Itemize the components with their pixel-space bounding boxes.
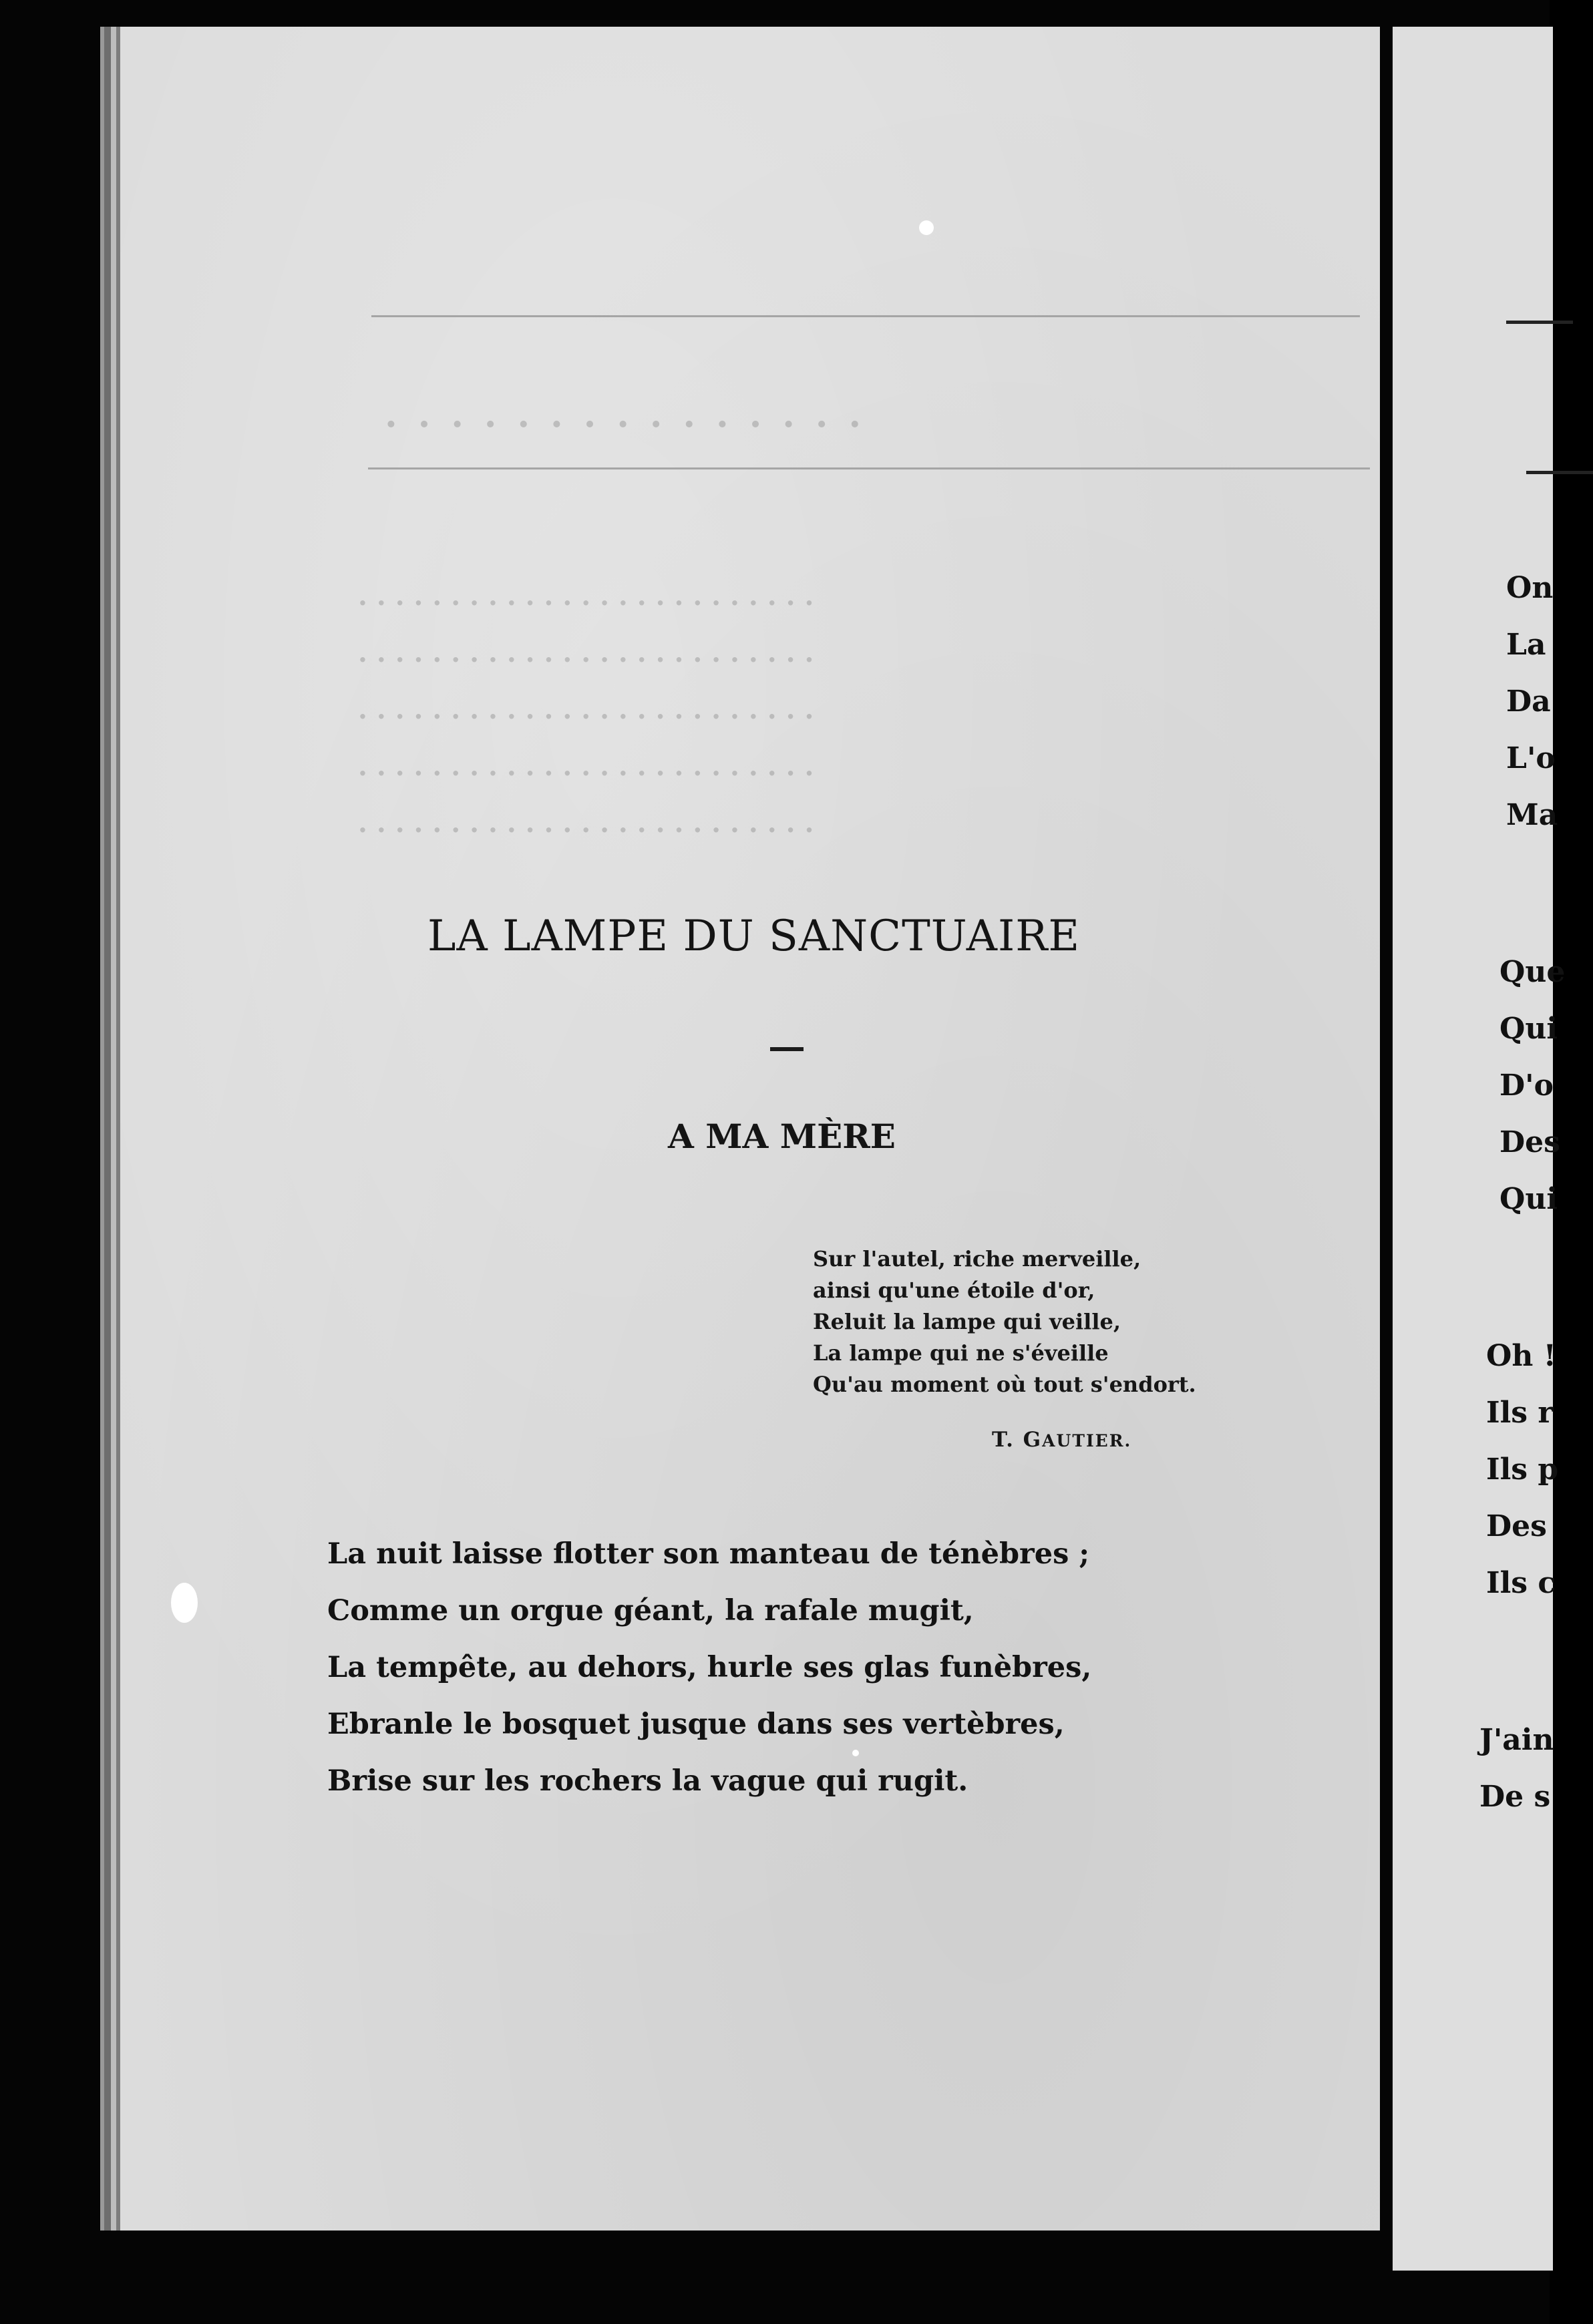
right-page-line: Oh ! [1486, 1339, 1556, 1373]
show-through-rule-bottom [368, 467, 1370, 469]
right-page-rule-top [1506, 321, 1573, 324]
author-surname: AUTIER. [1042, 1431, 1132, 1450]
epigraph-line: La lampe qui ne s'éveille [813, 1340, 1109, 1366]
right-page-line: J'ain [1479, 1723, 1554, 1757]
epigraph [813, 1243, 1196, 1400]
right-page-line: Ils c [1486, 1566, 1556, 1600]
right-page-edge [1393, 27, 1566, 2271]
poem-dedication: A MA MÈRE [668, 1117, 896, 1156]
stanza-line: La tempête, au dehors, hurle ses glas funèbres, [327, 1651, 1092, 1684]
title-dash [770, 1047, 804, 1051]
epigraph-line: Qu'au moment où tout s'endort. [813, 1372, 1196, 1397]
epigraph-line: ainsi qu'une étoile d'or, [813, 1278, 1095, 1303]
scan-speck [919, 220, 934, 235]
right-page-line: Ils p [1486, 1452, 1559, 1487]
right-page-line: D'o [1499, 1069, 1554, 1103]
stanza-line: Comme un orgue géant, la rafale mugit, [327, 1594, 974, 1627]
right-page-line: Des [1499, 1125, 1560, 1159]
right-page-line: Que [1499, 955, 1566, 989]
right-page-line: Qui [1499, 1012, 1558, 1046]
epigraph-line: Reluit la lampe qui veille, [813, 1309, 1121, 1334]
stanza-line: La nuit laisse flotter son manteau de ténèbres ; [327, 1537, 1090, 1571]
poem-title: LA LAMPE DU SANCTUAIRE [427, 912, 1081, 961]
epigraph-author [992, 1428, 1131, 1452]
right-page-line: Ma [1506, 798, 1558, 832]
show-through-rule-top [371, 315, 1360, 317]
right-page-line: Ils r [1486, 1396, 1554, 1430]
right-page-line: La [1506, 628, 1546, 662]
right-page-rule-bottom [1526, 471, 1593, 474]
show-through-lines: . . . . . . . . . . . . . . . . . . . . . . . . . . . . . . . . . . . . . . . . . . . . . . . . . . . . . . . . . . . . . . . . . . . . . . . . . . . . . . . . . . . . . . . . . . . . . . . . . . . . . . . . . . . . . . . . . . . . . . . . . . . . . [358, 580, 814, 839]
poem-stanza [327, 1526, 1091, 1810]
right-page-line: Qui [1499, 1182, 1558, 1216]
author-initial: T. G [992, 1428, 1043, 1452]
right-page-line: Des [1486, 1509, 1547, 1543]
right-page-line: On [1506, 571, 1554, 605]
show-through-header: . . . . . . . . . . . . . . . [385, 393, 866, 435]
right-page-line: Da [1506, 685, 1551, 719]
scan-speck [171, 1583, 198, 1623]
stanza-line: Ebranle le bosquet jusque dans ses vertèbres, [327, 1708, 1065, 1741]
right-page-line: L'o [1506, 741, 1556, 775]
right-page-line: De s [1479, 1780, 1551, 1814]
stanza-line: Brise sur les rochers la vague qui rugit. [327, 1764, 968, 1798]
epigraph-line: Sur l'autel, riche merveille, [813, 1246, 1141, 1272]
